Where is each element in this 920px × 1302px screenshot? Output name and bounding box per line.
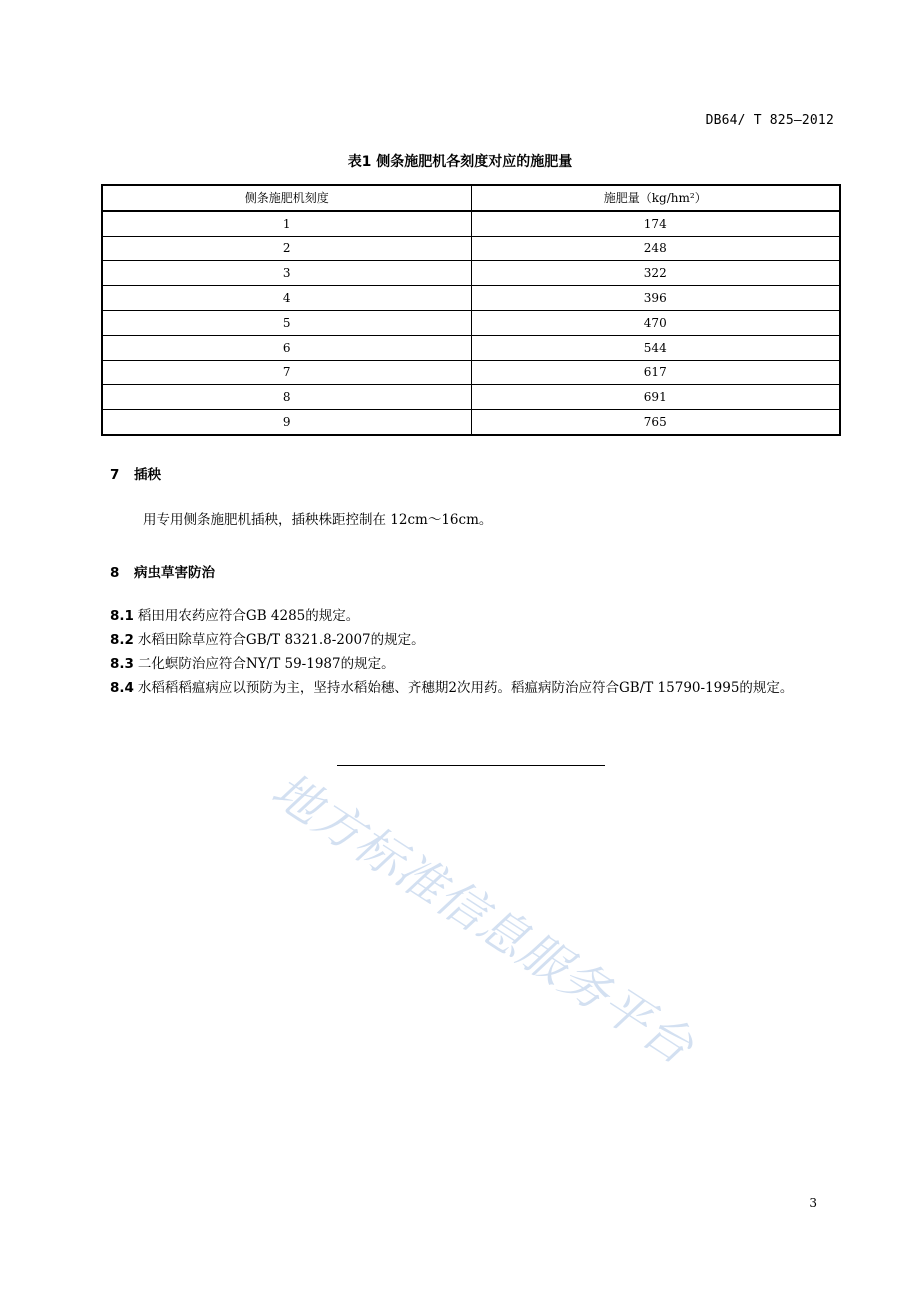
clause-8-2	[110, 629, 835, 652]
table-cell-rate: 544	[471, 335, 840, 360]
table-cell-scale: 1	[102, 211, 471, 236]
standard-code: DB64/ T 825—2012	[705, 113, 834, 128]
section-number: 8	[110, 565, 120, 581]
clause-text: 稻田用农药应符合GB 4285的规定。	[137, 608, 360, 624]
clause-number: 8.4	[110, 680, 134, 696]
table-cell-rate: 470	[471, 310, 840, 335]
table-cell-rate: 765	[471, 410, 840, 435]
table-row	[102, 335, 840, 360]
section-7-heading	[110, 463, 161, 483]
end-of-document-line	[337, 765, 605, 766]
section-number: 7	[110, 467, 120, 483]
clause-8-1	[110, 605, 835, 628]
column-header-scale: 侧条施肥机刻度	[102, 185, 471, 211]
watermark-text: 地方标准信息服务平台	[261, 761, 704, 1076]
table-row	[102, 211, 840, 236]
clause-text: 水稻田除草应符合GB/T 8321.8-2007的规定。	[137, 632, 425, 648]
page-number: 3	[809, 1196, 817, 1210]
table-cell-scale: 5	[102, 310, 471, 335]
clause-number: 8.3	[110, 656, 134, 672]
section-7-paragraph: 用专用侧条施肥机插秧，插秧株距控制在 12cm～16cm。	[143, 512, 493, 528]
table-cell-rate: 174	[471, 211, 840, 236]
table-header-row	[102, 185, 840, 211]
table-row	[102, 286, 840, 311]
section-8-heading	[110, 561, 215, 581]
table-row	[102, 360, 840, 385]
table-caption: 表1 侧条施肥机各刻度对应的施肥量	[347, 154, 573, 170]
table-cell-scale: 8	[102, 385, 471, 410]
table-cell-scale: 2	[102, 236, 471, 261]
table-cell-rate: 617	[471, 360, 840, 385]
column-header-rate: 施肥量（kg/hm²）	[471, 185, 840, 211]
table-cell-scale: 6	[102, 335, 471, 360]
clause-8-3	[110, 653, 835, 676]
table-row	[102, 236, 840, 261]
table-cell-rate: 322	[471, 261, 840, 286]
table-cell-scale: 7	[102, 360, 471, 385]
table-cell-rate: 691	[471, 385, 840, 410]
table-cell-rate: 396	[471, 286, 840, 311]
clause-number: 8.2	[110, 632, 134, 648]
section-title: 插秧	[134, 467, 161, 483]
table-cell-scale: 9	[102, 410, 471, 435]
section-title: 病虫草害防治	[134, 565, 215, 581]
table-row	[102, 261, 840, 286]
clause-text: 水稻稻稻瘟病应以预防为主，坚持水稻始穗、齐穗期2次用药。稻瘟病防治应符合GB/T 15790-1995的规定。	[137, 680, 794, 696]
clause-number: 8.1	[110, 608, 134, 624]
clause-8-4	[110, 677, 835, 700]
table-row	[102, 385, 840, 410]
table-row	[102, 310, 840, 335]
table-cell-scale: 3	[102, 261, 471, 286]
table-cell-scale: 4	[102, 286, 471, 311]
fertilizer-rate-table	[101, 184, 841, 436]
clause-text: 二化螟防治应符合NY/T 59-1987的规定。	[137, 656, 395, 672]
table-row	[102, 410, 840, 435]
table-cell-rate: 248	[471, 236, 840, 261]
